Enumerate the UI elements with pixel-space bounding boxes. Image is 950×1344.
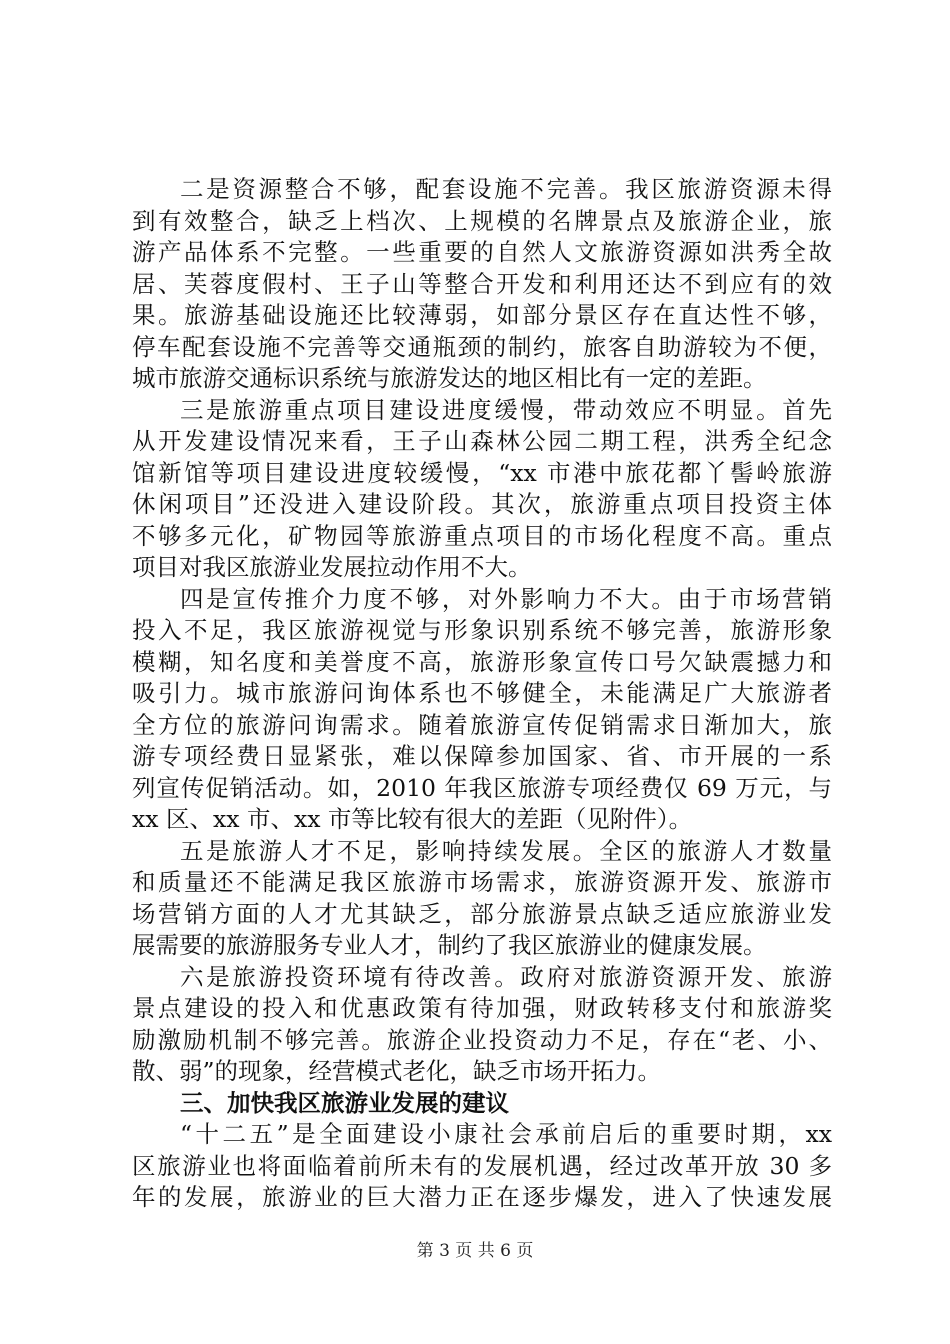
text-line: 全方位的旅游问询需求。随着旅游宣传促销需求日渐加大，旅	[132, 710, 832, 739]
text-line: 二是资源整合不够，配套设施不完善。我区旅游资源未得	[180, 175, 832, 203]
text-line: 馆新馆等项目建设进度较缓慢，“xx 市港中旅花都丫髻岭旅游	[132, 458, 832, 487]
text-line: 和质量还不能满足我区旅游市场需求，旅游资源开发、旅游市	[132, 868, 832, 896]
text-line: 果。旅游基础设施还比较薄弱，如部分景区存在直达性不够，	[132, 301, 832, 329]
text-line: 居、芙蓉度假村、王子山等整合开发和利用还达不到应有的效	[132, 269, 832, 298]
text-line: 年的发展，旅游业的巨大潜力正在逐步爆发，进入了快速发展	[132, 1183, 832, 1211]
text-line: 从开发建设情况来看，王子山森林公园二期工程，洪秀全纪念	[132, 427, 832, 455]
text-line: 展需要的旅游服务专业人才，制约了我区旅游业的健康发展。	[132, 931, 767, 959]
text-line: 散、弱”的现象，经营模式老化，缺乏市场开拓力。	[132, 1057, 662, 1085]
text-line: 五是旅游人才不足，影响持续发展。全区的旅游人才数量	[180, 836, 832, 865]
text-line: 不够多元化，矿物园等旅游重点项目的市场化程度不高。重点	[132, 521, 832, 550]
text-line: 休闲项目”还没进入建设阶段。其次，旅游重点项目投资主体	[132, 490, 832, 518]
text-line: xx 区、xx 市、xx 市等比较有很大的差距（见附件）。	[132, 805, 693, 833]
text-line: 六是旅游投资环境有待改善。政府对旅游资源开发、旅游	[180, 962, 832, 991]
text-line: 场营销方面的人才尤其缺乏，部分旅游景点缺乏适应旅游业发	[132, 899, 832, 928]
text-line: 投入不足，我区旅游视觉与形象识别系统不够完善，旅游形象	[132, 616, 832, 644]
text-line: “十二五”是全面建设小康社会承前启后的重要时期，xx	[180, 1120, 832, 1148]
text-line: 项目对我区旅游业发展拉动作用不大。	[132, 553, 532, 581]
text-line: 四是宣传推介力度不够，对外影响力不大。由于市场营销	[180, 584, 832, 613]
text-line: 停车配套设施不完善等交通瓶颈的制约，旅客自助游较为不便，	[132, 332, 832, 361]
text-line: 三是旅游重点项目建设进度缓慢，带动效应不明显。首先	[180, 395, 832, 424]
text-line: 吸引力。城市旅游问询体系也不够健全，未能满足广大旅游者	[132, 679, 832, 707]
text-line: 城市旅游交通标识系统与旅游发达的地区相比有一定的差距。	[132, 364, 767, 392]
text-line: 列宣传促销活动。如，2010 年我区旅游专项经费仅 69 万元，与	[132, 773, 832, 802]
section-heading: 三、加快我区旅游业发展的建议	[180, 1088, 509, 1117]
text-line: 游专项经费日显紧张，难以保障参加国家、省、市开展的一系	[132, 742, 832, 770]
page-number-footer: 第 3 页 共 6 页	[416, 1241, 534, 1261]
text-line: 区旅游业也将面临着前所未有的发展机遇，经过改革开放 30 多	[132, 1151, 832, 1180]
text-line: 景点建设的投入和优惠政策有待加强，财政转移支付和旅游奖	[132, 994, 832, 1022]
text-line: 模糊，知名度和美誉度不高，旅游形象宣传口号欠缺震撼力和	[132, 647, 832, 676]
text-line: 游产品体系不完整。一些重要的自然人文旅游资源如洪秀全故	[132, 238, 832, 266]
text-line: 励激励机制不够完善。旅游企业投资动力不足，存在“老、小、	[132, 1025, 832, 1054]
text-line: 到有效整合，缺乏上档次、上规模的名牌景点及旅游企业，旅	[132, 206, 832, 235]
